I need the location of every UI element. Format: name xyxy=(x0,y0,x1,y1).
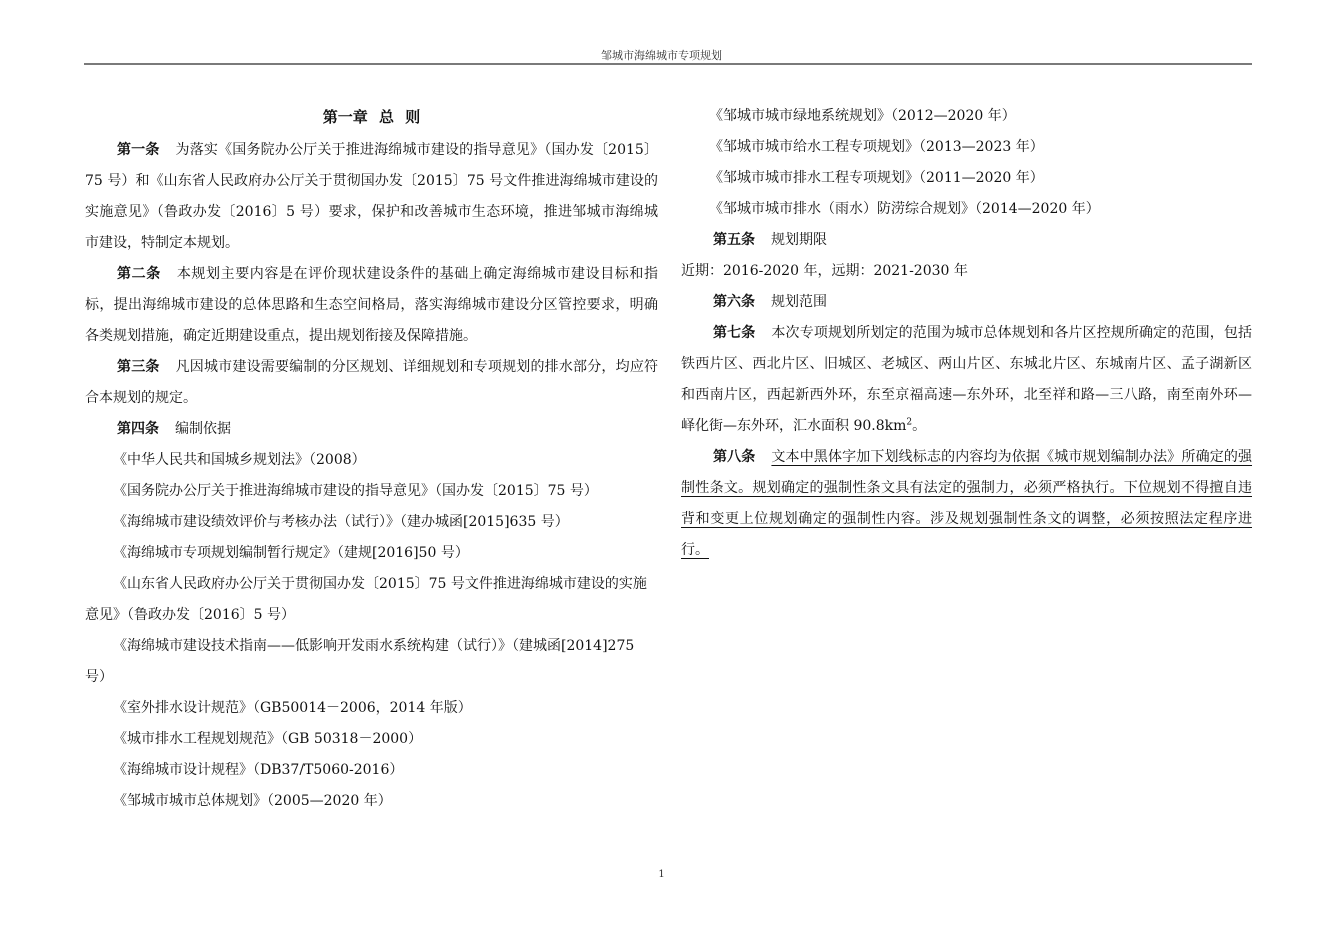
page-number: 1 xyxy=(658,869,665,880)
reference-item: 《邹城市城市排水（雨水）防涝综合规划》（2014—2020 年） xyxy=(709,201,1100,217)
article-7-text: 本次专项规划所划定的范围为城市总体规划和各片区控规所确定的范围，包括铁西片区、西北片区、旧城区、老城区、两山片区、东城北片区、东城南片区、孟子湖新区和西南片区，西起新西外环，东至京福高速—东外环，北至祥和路—三八路，南至南外环—峄化街—东外环，汇水面积 90.8km xyxy=(681,325,1253,434)
reference-item: 《邹城市城市排水工程专项规划》（2011—2020 年） xyxy=(709,170,1044,186)
article-6-label: 第六条 xyxy=(713,294,755,310)
reference-item: 《室外排水设计规范》（GB50014－2006，2014 年版） xyxy=(113,700,472,716)
article-8-label: 第八条 xyxy=(713,449,756,465)
article-7-ending: 。 xyxy=(912,418,927,434)
article-1-label: 第一条 xyxy=(117,142,160,158)
page-header-title: 邹城市海绵城市专项规划 xyxy=(601,49,722,62)
reference-item: 《国务院办公厅关于推进海绵城市建设的指导意见》（国办发〔2015〕75 号） xyxy=(113,483,598,499)
article-1-text: 为落实《国务院办公厅关于推进海绵城市建设的指导意见》（国办发〔2015〕75 号）和《山东省人民政府办公厅关于贯彻国办发〔2015〕75 号文件推进海绵城市建设的实施意见》（鲁政办发〔2016〕5 号）要求，保护和改善城市生态环境，推进邹城市海绵城市建设，特制定本规划。 xyxy=(85,142,658,251)
reference-item: 《城市排水工程规划规范》（GB 50318－2000） xyxy=(113,731,423,747)
article-3 xyxy=(85,352,658,414)
article-4-label: 第四条 xyxy=(117,421,159,437)
article-2 xyxy=(85,259,658,352)
article-4-text: 编制依据 xyxy=(175,421,231,437)
article-5-label: 第五条 xyxy=(713,232,755,248)
article-2-label: 第二条 xyxy=(117,266,161,282)
reference-item: 《山东省人民政府办公厅关于贯彻国办发〔2015〕75 号文件推进海绵城市建设的实施意见》（鲁政办发〔2016〕5 号） xyxy=(85,576,647,623)
article-7 xyxy=(681,318,1252,442)
chapter-title: 第一章 总 则 xyxy=(322,108,421,126)
reference-item: 《海绵城市建设绩效评价与考核办法（试行）》（建办城函[2015]635 号） xyxy=(113,514,569,530)
area-superscript: 2 xyxy=(906,417,913,428)
left-column xyxy=(85,101,658,817)
reference-item: 《邹城市城市总体规划》（2005—2020 年） xyxy=(113,793,392,809)
article-5 xyxy=(681,225,1252,256)
header-divider xyxy=(84,63,1252,65)
article-7-label: 第七条 xyxy=(713,325,756,341)
article-1 xyxy=(85,135,658,259)
article-6-text: 规划范围 xyxy=(771,294,827,310)
right-column xyxy=(681,101,1252,566)
mandatory-clause-text: 文本中黑体字加下划线标志的内容均为依据《城市规划编制办法》所确定的强制性条文。规划确定的强制性条文具有法定的强制力，必须严格执行。下位规划不得擅自违背和变更上位规划确定的强制性内容。涉及规划强制性条文的调整，必须按照法定程序进行。 xyxy=(681,449,1253,558)
article-5-text: 规划期限 xyxy=(771,232,827,248)
article-6 xyxy=(681,287,1252,318)
article-3-label: 第三条 xyxy=(117,359,160,375)
reference-item: 《海绵城市专项规划编制暂行规定》（建规[2016]50 号） xyxy=(113,545,469,561)
reference-item: 《海绵城市建设技术指南——低影响开发雨水系统构建（试行）》（建城函[2014]275 号） xyxy=(85,638,635,685)
article-4 xyxy=(85,414,658,445)
article-5-detail: 近期：2016-2020 年，远期：2021-2030 年 xyxy=(681,263,968,279)
reference-item: 《邹城市城市绿地系统规划》（2012—2020 年） xyxy=(709,108,1016,124)
article-3-text: 凡因城市建设需要编制的分区规划、详细规划和专项规划的排水部分，均应符合本规划的规定。 xyxy=(85,359,659,406)
reference-item: 《海绵城市设计规程》（DB37/T5060-2016） xyxy=(113,762,404,778)
article-2-text: 本规划主要内容是在评价现状建设条件的基础上确定海绵城市建设目标和指标，提出海绵城市建设的总体思路和生态空间格局，落实海绵城市建设分区管控要求，明确各类规划措施，确定近期建设重点，提出规划衔接及保障措施。 xyxy=(85,266,659,344)
article-8 xyxy=(681,442,1252,566)
reference-item: 《邹城市城市给水工程专项规划》（2013—2023 年） xyxy=(709,139,1044,155)
reference-item: 《中华人民共和国城乡规划法》（2008） xyxy=(113,452,366,468)
